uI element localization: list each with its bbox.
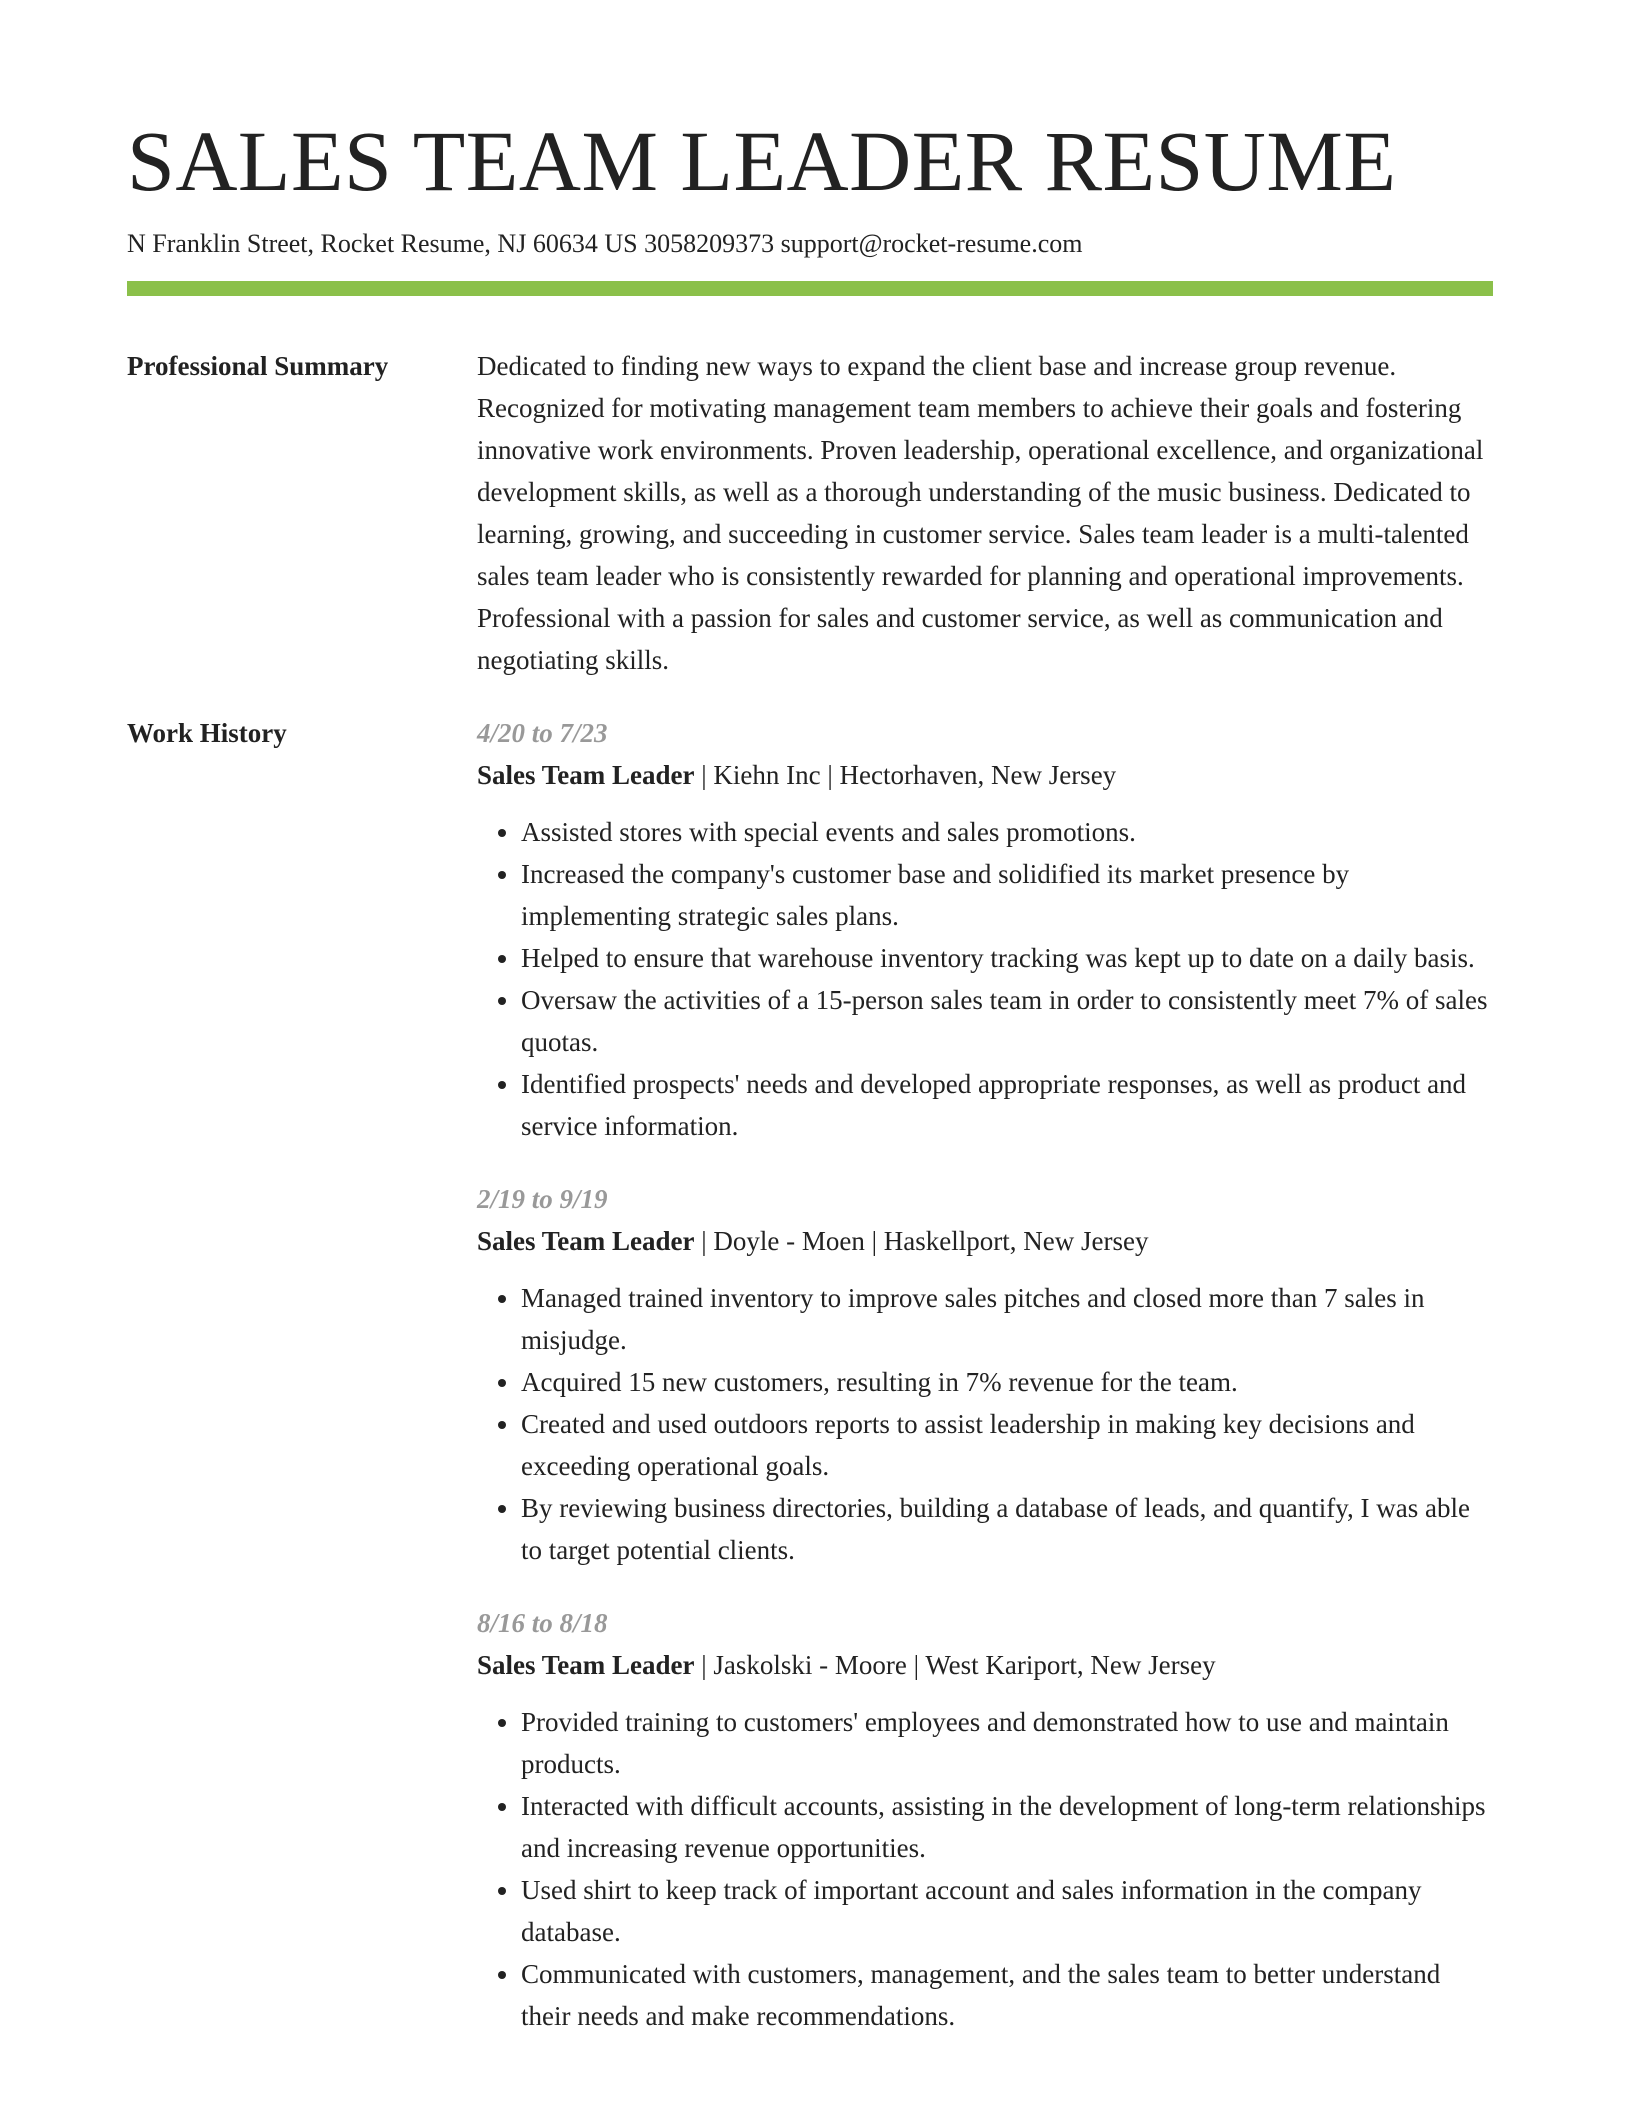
contact-email: support@rocket-resume.com — [780, 229, 1083, 258]
job-title: Sales Team Leader — [477, 1226, 695, 1257]
job-bullet: • Helped to ensure that warehouse inventory tracking was kept up to date on a daily basis. — [521, 937, 1493, 979]
job-bullet: • Managed trained inventory to improve sales pitches and closed more than 7 sales in misjudge. — [521, 1277, 1493, 1361]
job-title: Sales Team Leader — [477, 1650, 695, 1681]
job-heading — [477, 754, 1493, 796]
job-bullet-list — [477, 1277, 1493, 1571]
job-title: Sales Team Leader — [477, 760, 695, 791]
job-company: | Kiehn Inc — [695, 760, 821, 790]
work-history-section — [127, 712, 1493, 2037]
job-company: | Jaskolski - Moore — [695, 1650, 907, 1680]
contact-phone: 3058209373 — [644, 229, 775, 258]
job-entry — [477, 1178, 1493, 1571]
job-heading — [477, 1220, 1493, 1262]
work-history-list — [477, 712, 1493, 2037]
job-bullet: • Provided training to customers' employees and demonstrated how to use and maintain products. — [521, 1701, 1493, 1785]
resume-title: SALES TEAM LEADER RESUME — [127, 113, 1397, 209]
contact-address: N Franklin Street, Rocket Resume, NJ 60634 US — [127, 229, 638, 258]
resume-page — [127, 0, 1493, 2037]
job-bullet: • Communicated with customers, management, and the sales team to better understand their needs and make recommendations. — [521, 1953, 1493, 2037]
job-bullet: • Acquired 15 new customers, resulting in 7% revenue for the team. — [521, 1361, 1493, 1403]
job-bullet: • Oversaw the activities of a 15-person sales team in order to consistently meet 7% of sales quotas. — [521, 979, 1493, 1063]
section-label-work-history: Work History — [127, 718, 287, 749]
job-location: | Hectorhaven, New Jersey — [821, 760, 1117, 790]
job-bullet: • Interacted with difficult accounts, assisting in the development of long-term relationships and increasing revenue opportunities. — [521, 1785, 1493, 1869]
job-entry — [477, 1602, 1493, 2037]
contact-line — [127, 228, 1493, 259]
professional-summary-section — [127, 345, 1493, 681]
job-bullet: • Created and used outdoors reports to assist leadership in making key decisions and exceeding operational goals. — [521, 1403, 1493, 1487]
job-location: | West Kariport, New Jersey — [907, 1650, 1216, 1680]
job-bullet-list — [477, 1701, 1493, 2037]
job-bullet: • By reviewing business directories, building a database of leads, and quantify, I was able to target potential clients. — [521, 1487, 1493, 1571]
job-bullet-list — [477, 811, 1493, 1147]
job-location: | Haskellport, New Jersey — [865, 1226, 1149, 1256]
summary-text: Dedicated to finding new ways to expand the client base and increase group revenue. Recognized for motivating management team members to achieve their goals and fostering innovative work environments. Proven leadership, operational excellence, and organizational development skills, as well as a thorough understanding of the music business. Dedicated to learning, growing, and succeeding in customer service. Sales team leader is a multi-talented sales team leader who is consistently rewarded for planning and operational improvements. Professional with a passion for sales and customer service, as well as communication and negotiating skills. — [477, 351, 1484, 676]
job-heading — [477, 1644, 1493, 1686]
section-label-summary: Professional Summary — [127, 351, 389, 382]
job-bullet: • Assisted stores with special events and sales promotions. — [521, 811, 1493, 853]
job-dates: 4/20 to 7/23 — [477, 718, 608, 749]
job-dates: 2/19 to 9/19 — [477, 1184, 608, 1215]
header-divider — [127, 281, 1493, 296]
job-bullet: • Used shirt to keep track of important account and sales information in the company database. — [521, 1869, 1493, 1953]
job-dates: 8/16 to 8/18 — [477, 1608, 608, 1639]
job-entry — [477, 712, 1493, 1147]
job-bullet: • Identified prospects' needs and developed appropriate responses, as well as product and service information. — [521, 1063, 1493, 1147]
job-company: | Doyle - Moen — [695, 1226, 865, 1256]
job-bullet: • Increased the company's customer base and solidified its market presence by implementing strategic sales plans. — [521, 853, 1493, 937]
